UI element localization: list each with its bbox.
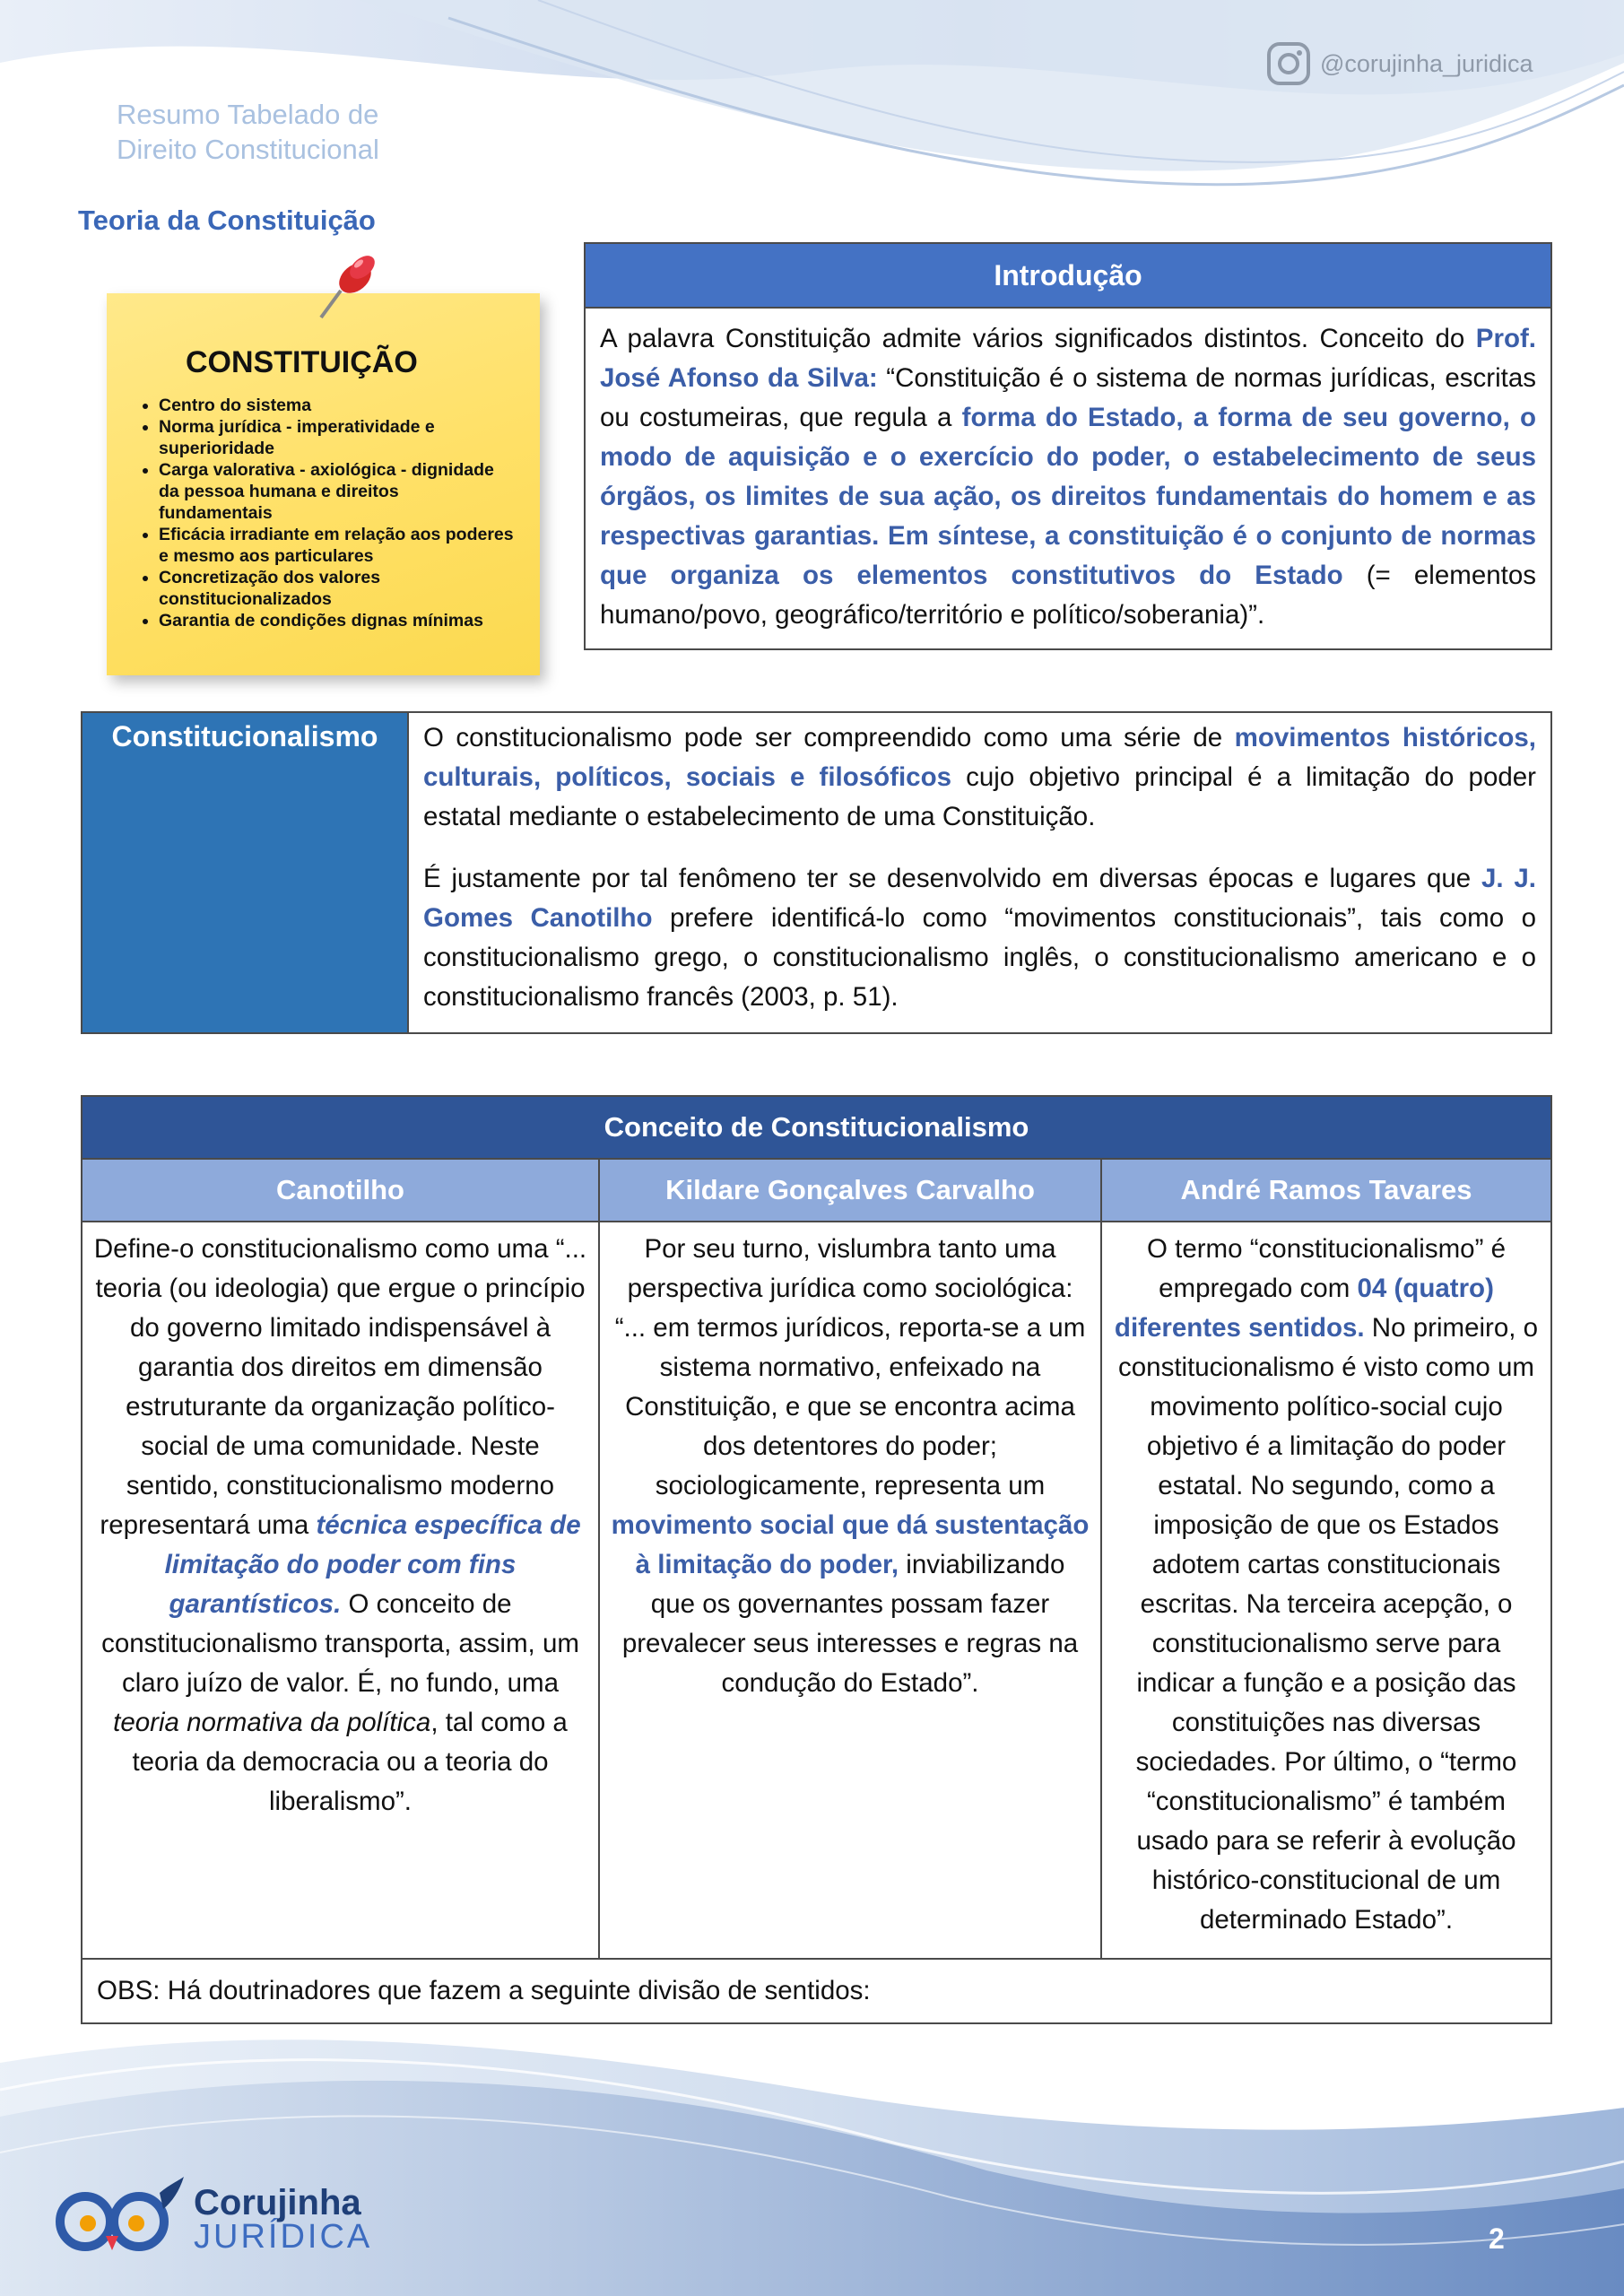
text-run: Por seu turno, vislumbra tanto uma perspectiva jurídica como sociológica: “... em termos jurídicos, reporta-se a um sistema normativo, enfeixado na Constituição, e que se encontra acima dos detentores do poder; sociologicamente, representa um [614, 1234, 1086, 1500]
sticky-note-title: CONSTITUIÇÃO [186, 345, 418, 379]
column-header-tavares: André Ramos Tavares [1180, 1174, 1472, 1205]
obs-row: OBS: Há doutrinadores que fazem a seguinte divisão de sentidos: [97, 1976, 871, 2005]
paragraph [423, 718, 1536, 837]
list-item: • Eficácia irradiante em relação aos poderes e mesmo aos particulares [159, 524, 517, 567]
highlight-text: Prof. José Afonso da Silva: [600, 324, 1536, 393]
text-run: Define-o constitucionalismo como uma “... teoria (ou ideologia) que ergue o princípio do governo limitado indispensável à garantia dos direitos em dimensão estruturante da organização político-social de uma comunidade. Neste sentido, constitucionalismo moderno representará uma [93, 1234, 587, 1540]
text-run: inviabilizando que os governantes possam fazer prevalecer seus interesses e regras na condução do Estado”. [621, 1550, 1079, 1698]
sticky-note-list [141, 395, 517, 631]
list-item: • Carga valorativa - axiológica - dignidade da pessoa humana e direitos fundamentais [159, 459, 517, 524]
instagram-icon [1266, 41, 1311, 86]
canotilho-cell [83, 1222, 600, 1958]
text-run: É justamente por tal fenômeno ter se desenvolvido em diversas épocas e lugares que [423, 864, 1481, 893]
instagram-handle[interactable] [1266, 41, 1533, 86]
constitucionalismo-label: Constitucionalismo [83, 713, 409, 1032]
conceito-columns [83, 1222, 1550, 1960]
text-run: O termo “constitucionalismo” é empregado com [1146, 1234, 1507, 1303]
constitucionalismo-table [81, 711, 1552, 1034]
text-run: prefere identificá-lo como “movimentos constitucionais”, tais como o constitucionalismo grego, o constitucionalismo inglês, o constitucionalismo americano e o constitucionalismo francês (2003, p. 51). [423, 903, 1536, 1012]
highlight-text: forma do Estado, a forma de seu governo, o modo de aquisição e o exercício do poder, o estabelecimento de seus órgãos, os limites de sua ação, os direitos fundamentais do homem e as respectivas garantias. Em síntese, a constituição é o conjunto de normas que organiza os elementos constitutivos do Estado [600, 403, 1536, 590]
paragraph [423, 859, 1536, 1017]
introduction-table [584, 242, 1552, 650]
introduction-text [586, 309, 1550, 635]
text-run: “Constituição é o sistema de normas jurídicas, escritas ou costumeiras, que regula a [600, 363, 1536, 432]
tavares-cell [1102, 1222, 1550, 1958]
pushpin-icon [303, 248, 384, 328]
text-run: A palavra Constituição admite vários significados distintos. Conceito do [600, 324, 1476, 353]
text-run: , tal como a teoria da democracia ou a teoria do liberalismo”. [132, 1708, 568, 1816]
logo-line-2: JURÍDICA [194, 2218, 373, 2256]
text-run: (= elementos humano/povo, geográfico/território e político/soberania)”. [600, 561, 1536, 630]
page-number: 2 [1489, 2222, 1505, 2255]
subtitle-line-1: Resumo Tabelado de [117, 99, 379, 130]
section-title: Teoria da Constituição [78, 204, 376, 236]
footer-logo [54, 2175, 372, 2265]
logo-line-1: Corujinha [194, 2183, 361, 2222]
conceito-column-headers [83, 1160, 1550, 1222]
logo-text [194, 2183, 373, 2256]
text-run: O constitucionalismo pode ser compreendido como uma série de [423, 723, 1235, 752]
highlight-text: 04 (quatro) diferentes sentidos. [1114, 1274, 1494, 1343]
list-item: • Centro do sistema [159, 395, 517, 416]
conceito-table [81, 1095, 1552, 2024]
list-item: • Concretização dos valores constitucionalizados [159, 567, 517, 610]
instagram-handle-text: @corujinha_juridica [1320, 49, 1533, 77]
highlight-text: técnica específica de limitação do poder com fins garantísticos. [164, 1510, 581, 1619]
document-subtitle [117, 97, 379, 167]
owl-logo-icon [54, 2175, 188, 2265]
sticky-note [107, 293, 540, 675]
column-header-canotilho: Canotilho [83, 1160, 600, 1221]
highlight-text: movimentos históricos, culturais, políticos, sociais e filosóficos [423, 723, 1536, 792]
list-item: • Garantia de condições dignas mínimas [159, 610, 517, 631]
introduction-heading: Introdução [586, 244, 1550, 309]
column-header-kildare: Kildare Gonçalves Carvalho [600, 1160, 1102, 1221]
constitucionalismo-text [409, 713, 1550, 1032]
subtitle-line-2: Direito Constitucional [117, 134, 379, 165]
text-run: O conceito de constitucionalismo transporta, assim, um claro juízo de valor. É, no fundo, uma [101, 1589, 579, 1698]
text-run: No primeiro, o constitucionalismo é visto como um movimento político-social cujo objetivo é a limitação do poder estatal. No segundo, como a imposição de que os Estados adotem cartas constitucionais escritas. Na terceira acepção, o constitucionalismo serve para indicar a função e a posição das constituições nas diversas sociedades. Por último, o “termo “constitucionalismo” é também usado para se referir à evolução histórico-constitucional de um determinado Estado”. [1118, 1313, 1539, 1935]
text-run: cujo objetivo principal é a limitação do poder estatal mediante o estabelecimento de uma Constituição. [423, 762, 1536, 831]
highlight-text: movimento social que dá sustentação à limitação do poder, [611, 1510, 1090, 1579]
kildare-cell [600, 1222, 1102, 1958]
conceito-heading: Conceito de Constitucionalismo [83, 1097, 1550, 1160]
italic-text: teoria normativa da política [113, 1708, 431, 1737]
highlight-text: J. J. Gomes Canotilho [423, 864, 1536, 933]
list-item: • Norma jurídica - imperatividade e superioridade [159, 416, 517, 459]
